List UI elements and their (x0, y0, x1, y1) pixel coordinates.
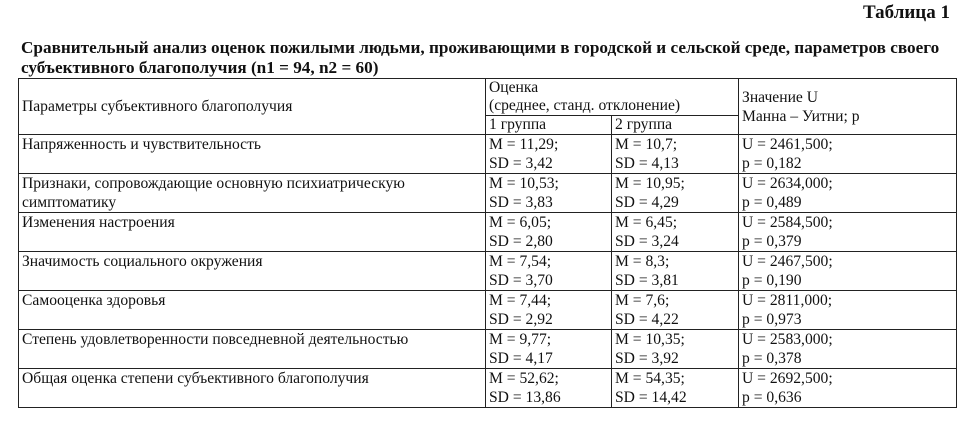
mann-whitney-cell (739, 330, 957, 369)
cell-value: p = 0,379 (742, 233, 802, 250)
group2-cell (612, 174, 739, 213)
cell-value: M = 10,35; (615, 331, 685, 348)
cell-value: U = 2461,500; (742, 136, 833, 153)
cell-value: Изменения настроения (22, 214, 175, 231)
cell-value: p = 0,636 (742, 389, 802, 406)
cell-value: p = 0,378 (742, 350, 802, 367)
cell-value: p = 0,182 (742, 155, 802, 172)
mann-whitney-cell (739, 369, 957, 408)
header-score-subtitle: (среднее, станд. отклонение) (489, 97, 681, 114)
cell-value: U = 2692,500; (742, 370, 833, 387)
cell-value: SD = 4,22 (615, 311, 679, 328)
mann-whitney-cell (739, 174, 957, 213)
header-mann-whitney (739, 79, 957, 135)
header-group1: 1 группа (486, 116, 612, 135)
group2-cell (612, 330, 739, 369)
cell-value: M = 8,3; (615, 253, 670, 270)
table-row (19, 252, 957, 291)
parameter-cell (19, 174, 486, 213)
cell-value: Значимость социального окружения (22, 253, 263, 270)
cell-value: U = 2584,500; (742, 214, 833, 231)
cell-value: Признаки, сопровождающие основную психиатрическую симптоматику (22, 175, 405, 211)
cell-value: SD = 4,13 (615, 155, 679, 172)
table-row (19, 291, 957, 330)
header-mann-line2: Манна – Уитни; p (742, 107, 860, 125)
cell-value: SD = 2,92 (489, 311, 553, 328)
group1-cell (486, 291, 612, 330)
cell-value: SD = 3,42 (489, 155, 553, 172)
cell-value: M = 52,62; (489, 370, 559, 387)
cell-value: Общая оценка степени субъективного благополучия (22, 370, 369, 387)
parameter-cell (19, 135, 486, 174)
cell-value: U = 2634,000; (742, 175, 833, 192)
cell-value: M = 9,77; (489, 331, 552, 348)
cell-value: Степень удовлетворенности повседневной деятельностью (22, 331, 409, 348)
group1-cell (486, 252, 612, 291)
parameter-cell (19, 213, 486, 252)
cell-value: M = 54,35; (615, 370, 685, 387)
group2-cell (612, 291, 739, 330)
header-parameters: Параметры субъективного благополучия (19, 79, 486, 135)
parameter-cell (19, 369, 486, 408)
cell-value: M = 7,6; (615, 292, 670, 309)
cell-value: U = 2467,500; (742, 253, 833, 270)
table-row (19, 369, 957, 408)
mann-whitney-cell (739, 135, 957, 174)
cell-value: Напряженность и чувствительность (22, 136, 262, 153)
cell-value: SD = 13,86 (489, 389, 561, 406)
cell-value: SD = 3,83 (489, 194, 553, 211)
table-row (19, 330, 957, 369)
table-caption: Сравнительный анализ оценок пожилыми людьми, проживающими в городской и сельской среде, параметров своего субъективного благополучия (n1 = 94, n2 = 60) (21, 38, 940, 77)
cell-value: p = 0,489 (742, 194, 802, 211)
cell-value: SD = 3,92 (615, 350, 679, 367)
group2-cell (612, 135, 739, 174)
cell-value: SD = 14,42 (615, 389, 687, 406)
cell-value: SD = 2,80 (489, 233, 553, 250)
group1-cell (486, 174, 612, 213)
cell-value: SD = 4,29 (615, 194, 679, 211)
cell-value: M = 10,53; (489, 175, 559, 192)
group1-cell (486, 369, 612, 408)
cell-value: Самооценка здоровья (22, 292, 166, 309)
mann-whitney-cell (739, 213, 957, 252)
cell-value: M = 6,05; (489, 214, 552, 231)
table-number-label: Таблица 1 (862, 2, 950, 23)
group2-cell (612, 369, 739, 408)
cell-value: U = 2583,000; (742, 331, 833, 348)
header-score-title: Оценка (489, 79, 539, 96)
cell-value: SD = 3,81 (615, 272, 679, 289)
table-row (19, 213, 957, 252)
cell-value: SD = 3,70 (489, 272, 553, 289)
cell-value: M = 7,54; (489, 253, 552, 270)
header-mann-line1: Значение U (742, 88, 819, 106)
cell-value: M = 11,29; (489, 136, 559, 153)
comparison-table (18, 78, 957, 408)
group2-cell (612, 252, 739, 291)
cell-value: SD = 4,17 (489, 350, 553, 367)
group1-cell (486, 213, 612, 252)
cell-value: p = 0,973 (742, 311, 802, 328)
parameter-cell (19, 252, 486, 291)
mann-whitney-cell (739, 291, 957, 330)
cell-value: SD = 3,24 (615, 233, 679, 250)
cell-value: M = 10,7; (615, 136, 678, 153)
parameter-cell (19, 330, 486, 369)
cell-value: M = 6,45; (615, 214, 678, 231)
parameter-cell (19, 291, 486, 330)
cell-value: M = 10,95; (615, 175, 685, 192)
group2-cell (612, 213, 739, 252)
cell-value: M = 7,44; (489, 292, 552, 309)
group1-cell (486, 330, 612, 369)
header-group2: 2 группа (612, 116, 739, 135)
cell-value: U = 2811,000; (742, 292, 833, 309)
mann-whitney-cell (739, 252, 957, 291)
group1-cell (486, 135, 612, 174)
header-score (486, 79, 739, 116)
table-row (19, 135, 957, 174)
table-row (19, 174, 957, 213)
cell-value: p = 0,190 (742, 272, 802, 289)
